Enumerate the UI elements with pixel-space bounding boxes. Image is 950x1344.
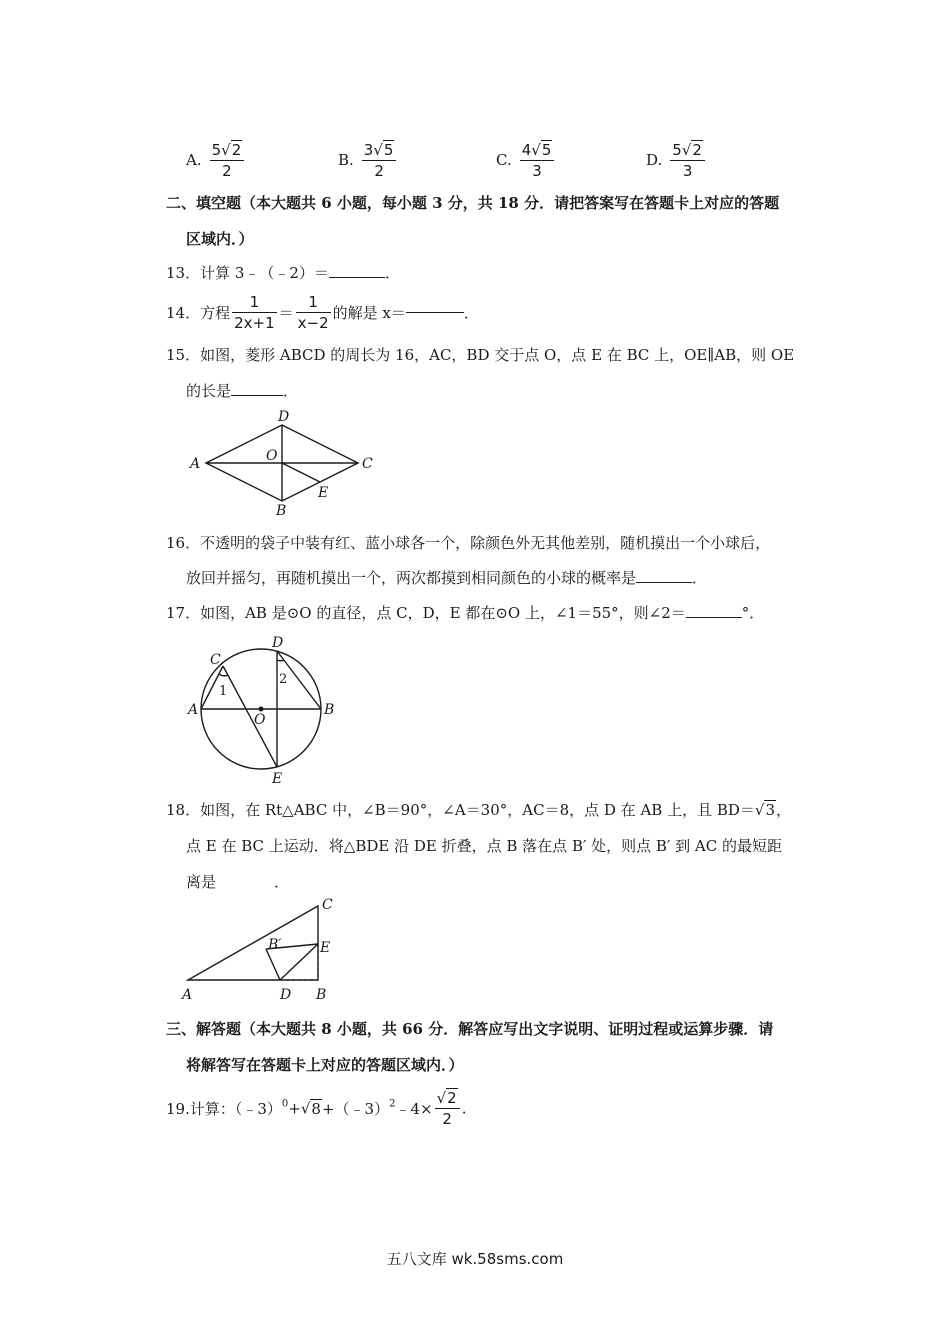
fraction: $\frac{1}{x-2}$ <box>297 293 329 332</box>
rhombus-figure <box>186 408 386 518</box>
chord-ce <box>223 666 277 767</box>
section2-heading-cont: 区域内．） <box>186 230 254 248</box>
question-17: 17．如图，AB 是⊙O 的直径，点 C，D，E 都在⊙O 上，∠1＝55°，则∠2＝ °． <box>166 604 765 622</box>
question-14: 14．方程 $\frac{1}{2x+1}$ ＝ $\frac{1}{x-2}$ 的解是 x＝ ． <box>166 293 479 332</box>
label-e: E <box>272 771 283 787</box>
label-a: A <box>188 702 199 718</box>
choice-a <box>186 140 246 181</box>
question-18-cont: 点 E 在 BC 上运动．将△BDE 沿 DE 折叠，点 B 落在点 B′ 处，则点 B′ 到 AC 的最短距 <box>186 837 782 855</box>
angle-2-arc <box>277 660 284 661</box>
segment-db-prime <box>266 949 280 980</box>
section3-heading: 三、解答题（本大题共 8 小题，共 66 分．解答应写出文字说明、证明过程或运算步骤．请 <box>166 1020 774 1038</box>
choice-letter: A. <box>186 150 202 169</box>
question-16: 16．不透明的袋子中装有红、蓝小球各一个，除颜色外无其他差别，随机摸出一个小球后， <box>166 534 771 552</box>
label-b: B <box>324 702 335 718</box>
question-13: 13．计算 3﹣（﹣2）＝ ． <box>166 264 400 282</box>
answer-blank <box>329 277 385 278</box>
triangle-figure <box>180 892 350 1007</box>
choice-letter: D. <box>646 150 663 169</box>
label-angle-1: 1 <box>219 684 228 699</box>
choice-c <box>496 140 556 181</box>
choice-letter: B. <box>338 150 354 169</box>
label-angle-2: 2 <box>279 672 288 687</box>
triangle-abc <box>188 906 318 980</box>
question-19: 19.计算：（﹣3）$^0$+√8+（﹣3）$^2$﹣4× $\frac{√2}{2}$ . <box>166 1089 467 1128</box>
segment-oe <box>282 463 320 482</box>
answer-blank <box>406 312 464 313</box>
section3-heading-cont: 将解答写在答题卡上对应的答题区域内．） <box>186 1056 464 1074</box>
question-15: 15．如图，菱形 ABCD 的周长为 16，AC，BD 交于点 O，点 E 在 BC 上，OE∥AB，则 OE <box>166 346 795 364</box>
question-18-cont2: 离是 ． <box>186 873 290 891</box>
label-b-prime: B′ <box>268 937 282 953</box>
answer-blank <box>636 582 692 583</box>
choice-b <box>338 140 398 181</box>
fraction: $\frac{4√5}{3}$ <box>520 140 555 181</box>
label-o: O <box>254 712 266 728</box>
label-c: C <box>362 456 373 472</box>
fraction: $\frac{3√5}{2}$ <box>362 140 397 181</box>
label-d: D <box>280 987 292 1003</box>
label-b: B <box>276 503 287 518</box>
label-e: E <box>320 940 331 956</box>
label-d: D <box>278 409 290 425</box>
question-18: 18．如图，在 Rt△ABC 中，∠B＝90°，∠A＝30°，AC＝8，点 D 在 AB 上，且 BD＝√3， <box>166 801 792 819</box>
label-d: D <box>272 635 284 651</box>
question-15-cont: 的长是 ． <box>186 382 299 400</box>
choice-letter: C. <box>496 150 512 169</box>
label-o: O <box>266 448 278 464</box>
label-a: A <box>182 987 193 1003</box>
fraction: $\frac{5√2}{2}$ <box>210 140 245 181</box>
section2-heading: 二、填空题（本大题共 6 小题，每小题 3 分，共 18 分．请把答案写在答题卡上对应的答题 <box>166 194 780 212</box>
label-e: E <box>318 485 329 501</box>
label-c: C <box>322 897 333 913</box>
segment-de <box>280 944 318 980</box>
choice-d <box>646 140 707 181</box>
circle-figure <box>186 632 346 787</box>
fraction: $\frac{5√2}{3}$ <box>670 140 705 181</box>
fraction: $\frac{1}{2x+1}$ <box>234 293 275 332</box>
question-16-cont: 放回并摇匀，再随机摸出一个，两次都摸到相同颜色的小球的概率是 ． <box>186 569 708 587</box>
fraction: $\frac{√2}{2}$ <box>435 1088 460 1129</box>
footer-watermark: 五八文库 wk.58sms.com <box>386 1250 564 1268</box>
answer-blank <box>231 395 283 396</box>
label-b: B <box>316 987 327 1003</box>
center-dot <box>259 707 264 712</box>
label-c: C <box>210 652 221 668</box>
label-a: A <box>190 456 201 472</box>
answer-blank <box>686 617 742 618</box>
